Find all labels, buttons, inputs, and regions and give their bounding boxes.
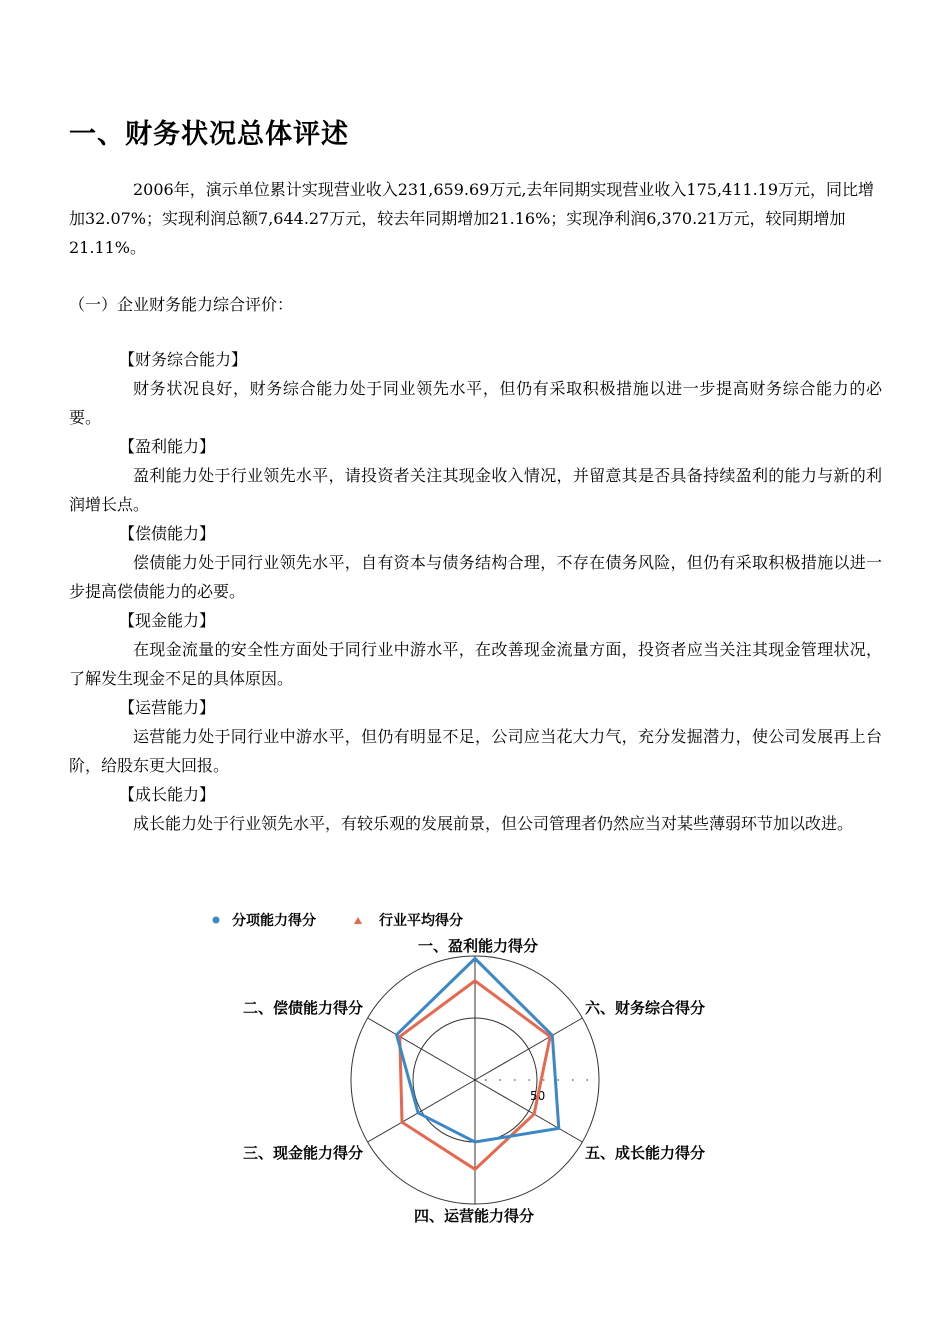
section-title: 【运营能力】 (119, 698, 216, 717)
radar-chart-svg (200, 900, 760, 1240)
spoke-line (368, 1018, 475, 1080)
legend-marker-series-2 (354, 917, 362, 924)
legend-marker-series-1 (213, 917, 220, 924)
axis-label-cash: 三、现金能力得分 (242, 1144, 363, 1162)
section-financial-overall (69, 345, 882, 432)
section-title: 【成长能力】 (119, 785, 216, 804)
section-body: 偿债能力处于同行业领先水平，自有资本与债务结构合理，不存在债务风险，但仍有采取积极措施以进一步提高偿债能力的必要。 (69, 553, 882, 601)
intro-paragraph: 2006年，演示单位累计实现营业收入231,659.69万元,去年同期实现营业收入175,411.19万元，同比增加32.07%；实现利润总额7,644.27万元，较去年同期增加21.16%；实现净利润6,370.21万元，较同期增加21.11%。 (69, 180, 875, 257)
section-title: 【盈利能力】 (119, 437, 216, 456)
section-solvency (69, 519, 882, 606)
subheading: （一）企业财务能力综合评价： (69, 295, 294, 314)
chart-legend (213, 912, 464, 929)
legend-label-series-1: 分项能力得分 (232, 913, 316, 929)
section-profitability (69, 432, 882, 519)
section-body: 财务状况良好，财务综合能力处于同业领先水平，但仍有采取积极措施以进一步提高财务综合能力的必要。 (69, 379, 882, 427)
section-body: 成长能力处于行业领先水平，有较乐观的发展前景，但公司管理者仍然应当对某些薄弱环节加以改进。 (133, 814, 854, 833)
section-title: 【财务综合能力】 (119, 350, 248, 369)
section-body: 盈利能力处于行业领先水平，请投资者关注其现金收入情况，并留意其是否具备持续盈利的能力与新的利润增长点。 (69, 466, 882, 514)
axis-label-operation: 四、运营能力得分 (413, 1207, 535, 1225)
axis-label-solvency: 二、偿债能力得分 (242, 999, 363, 1017)
axis-label-overall: 六、财务综合得分 (585, 999, 706, 1017)
section-body: 在现金流量的安全性方面处于同行业中游水平，在改善现金流量方面，投资者应当关注其现金管理状况，了解发生现金不足的具体原因。 (69, 640, 882, 688)
section-title: 【现金能力】 (119, 611, 216, 630)
section-body: 运营能力处于同行业中游水平，但仍有明显不足，公司应当花大力气，充分发掘潜力，使公司发展再上台阶，给股东更大回报。 (69, 727, 882, 775)
page-title: 一、财务状况总体评述 (69, 119, 349, 150)
section-operation (69, 693, 882, 780)
section-cash (69, 606, 882, 693)
legend-label-series-2: 行业平均得分 (379, 913, 463, 929)
axis-label-profit: 一、盈利能力得分 (417, 937, 539, 955)
ring-label-50: 50 (530, 1089, 546, 1103)
section-title: 【偿债能力】 (119, 524, 216, 543)
spoke-line (475, 1018, 582, 1080)
axis-label-growth: 五、成长能力得分 (585, 1144, 706, 1162)
radar-chart (200, 900, 760, 1240)
section-growth (69, 780, 882, 838)
